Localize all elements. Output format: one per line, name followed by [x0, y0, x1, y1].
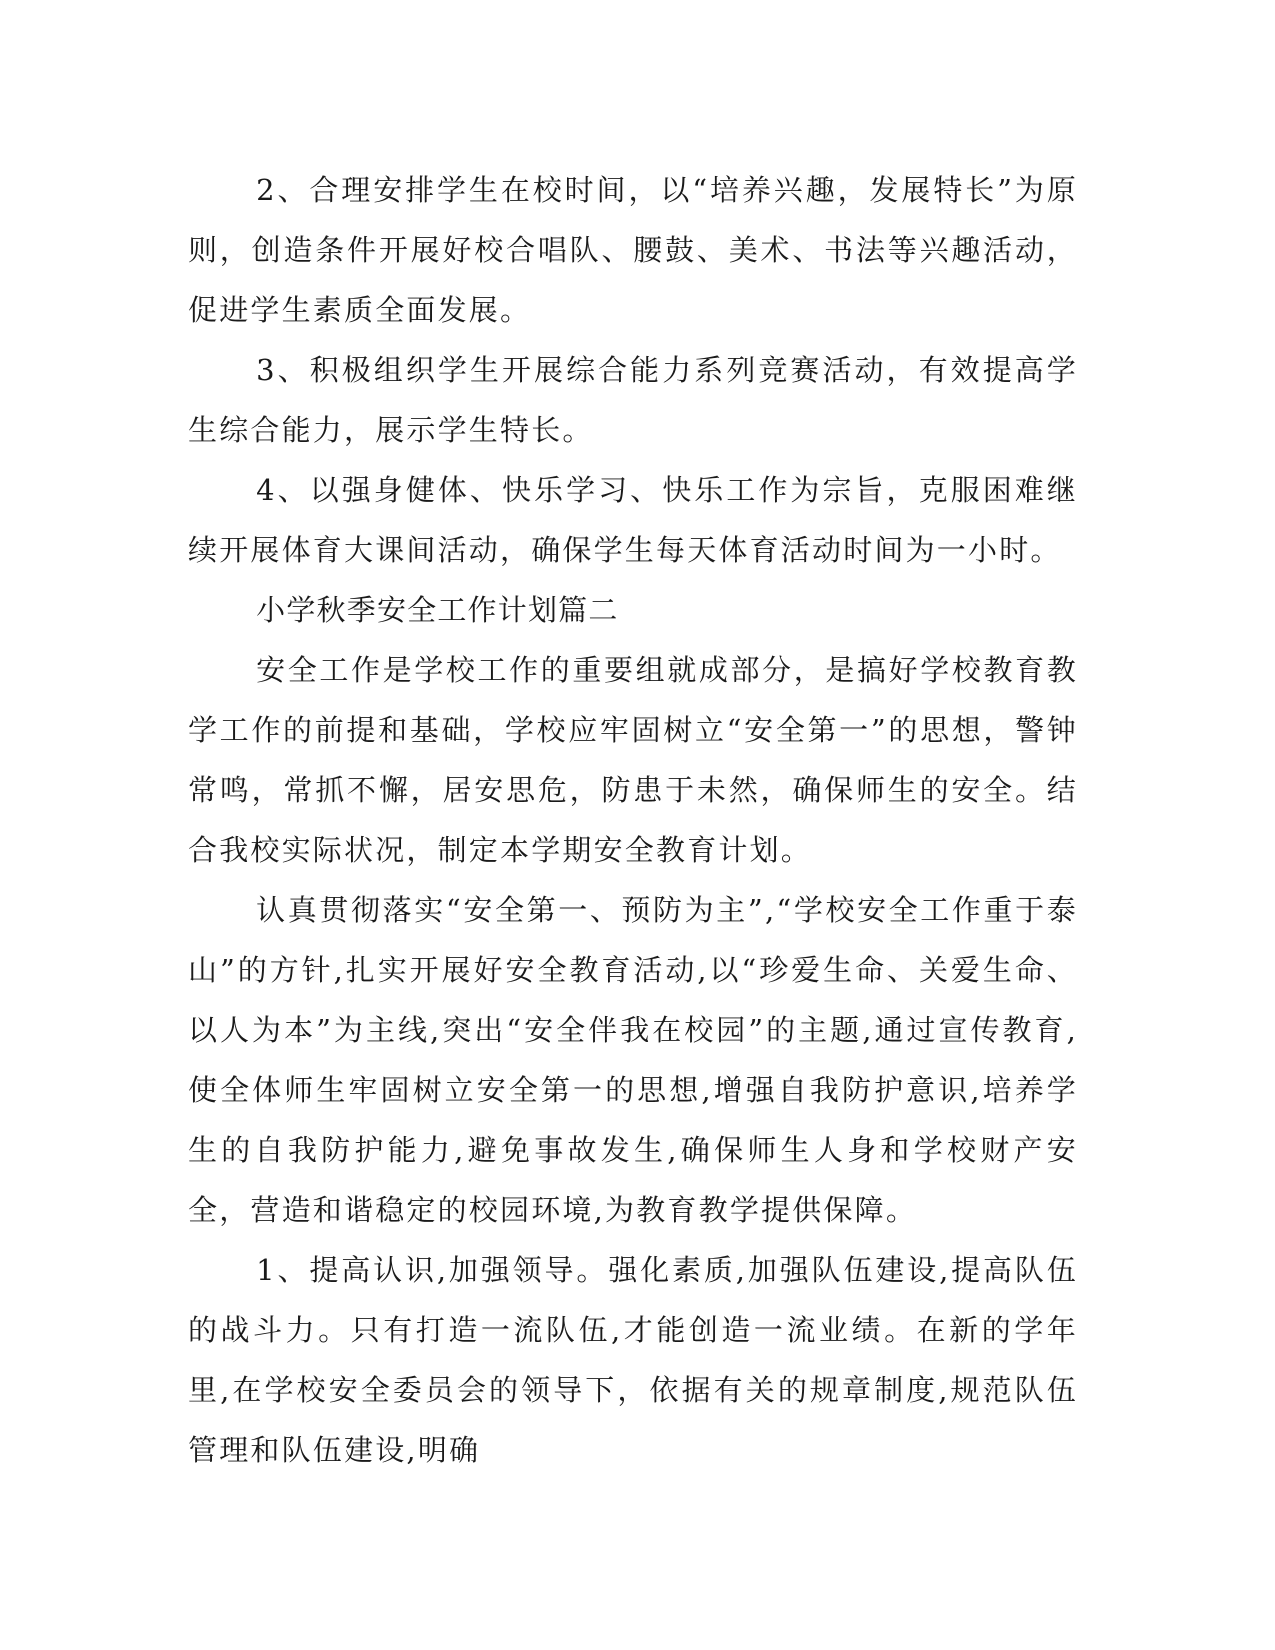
paragraph-item-1-leadership: 1、提高认识,加强领导。强化素质,加强队伍建设,提高队伍的战斗力。只有打造一流队伍,才能创造一流业绩。在新的学年里,在学校安全委员会的领导下，依据有关的规章制度,规范队伍管理和队伍建设,明确 [188, 1253, 1078, 1467]
section-heading: 小学秋季安全工作计划篇二 [256, 593, 619, 627]
document-body [188, 160, 1078, 1480]
paragraph-safety-intro: 安全工作是学校工作的重要组就成部分，是搞好学校教育教学工作的前提和基础，学校应牢固树立“安全第一”的思想，警钟常鸣，常抓不懈，居安思危，防患于未然，确保师生的安全。结合我校实际状况，制定本学期安全教育计划。 [188, 653, 1078, 867]
paragraph-item-2-arrangement: 2、合理安排学生在校时间，以“培养兴趣，发展特长”为原则，创造条件开展好校合唱队、腰鼓、美术、书法等兴趣活动，促进学生素质全面发展。 [188, 173, 1078, 327]
paragraph-item-4-physical-activity: 4、以强身健体、快乐学习、快乐工作为宗旨，克服困难继续开展体育大课间活动，确保学生每天体育活动时间为一小时。 [188, 473, 1078, 567]
paragraph-safety-policy: 认真贯彻落实“安全第一、预防为主”,“学校安全工作重于泰山”的方针,扎实开展好安全教育活动,以“珍爱生命、关爱生命、以人为本”为主线,突出“安全伴我在校园”的主题,通过宣传教育,使全体师生牢固树立安全第一的思想,增强自我防护意识,培养学生的自我防护能力,避免事故发生,确保师生人身和学校财产安全，营造和谐稳定的校园环境,为教育教学提供保障。 [188, 893, 1078, 1227]
paragraph-item-3-competitions: 3、积极组织学生开展综合能力系列竞赛活动，有效提高学生综合能力，展示学生特长。 [188, 353, 1078, 447]
